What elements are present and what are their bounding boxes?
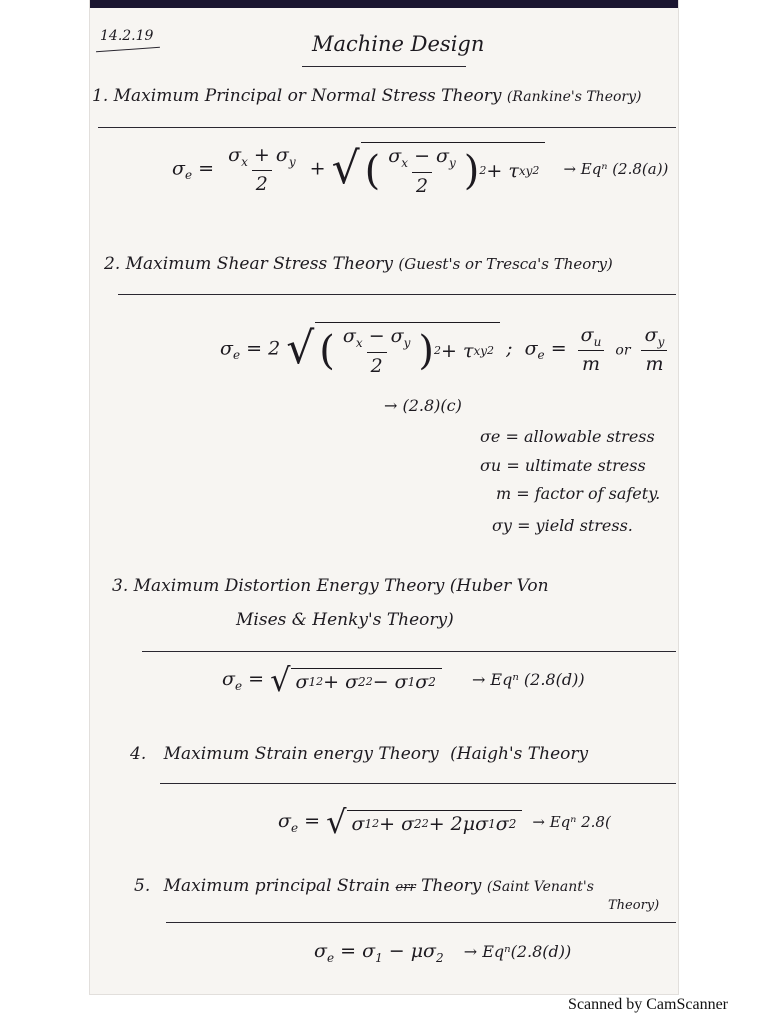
theory-3-equation: $\sigma_e$ = √ σ 1 2 + σ 2 2 − σ 1 σ 2 → Eqⁿ (2.8(d)) [222,661,585,699]
theory-4-heading [130,744,588,764]
theory-name: Maximum principal Strain [163,876,391,896]
theory-name: Maximum Shear Stress Theory [125,254,393,274]
legend-symbol: σu [480,456,502,475]
theory-number: 4. [130,744,147,764]
theory-3-eq-label: → Eqⁿ (2.8(d)) [471,670,585,689]
theory-4-rule [160,783,676,784]
legend-allowable [480,427,655,446]
or-text: or [615,342,631,359]
theory-4-eq-label: → Eqⁿ 2.8( [532,813,611,831]
theory-2-equation: $\sigma_e = 2$ √ ( $\frac{\sigma_x - \sigma_y}{2}$ ) 2 + τ xy 2 ; $\sigma_e$ = $\frac{\sigma_u}{m}$ or $\frac{\sigma_y}{m}$ [220,322,672,377]
struck-text: err [395,880,416,895]
legend-text: = factor of safety. [516,484,661,503]
scanner-watermark: Scanned by CamScanner [568,996,728,1013]
legend-ultimate [480,456,646,475]
theory-name: Maximum Strain energy Theory [163,744,439,764]
theory-3-heading-cont: Mises & Henky's Theory) [236,610,454,630]
legend-factor [496,484,660,503]
theory-2-heading [104,254,613,274]
theory-5-heading-cont: Theory) [608,898,660,913]
theory-alias: (Rankine's Theory) [506,89,642,105]
theory-2-eq-label: → (2.8)(c) [384,396,462,415]
legend-symbol: σy [492,516,512,535]
theory-5-rule [166,922,676,923]
legend-symbol: σe [480,427,501,446]
date: 14.2.19 [100,28,154,44]
theory-number: 1. [92,86,109,106]
theory-name: Maximum Principal or Normal Stress Theory [113,86,502,106]
theory-3-heading [112,576,549,596]
theory-number: 5. [134,876,151,896]
theory-3-rule [142,651,676,652]
theory-5-equation: $\sigma_e = \sigma_1 - \mu\sigma_2 \to Eq^n(2.8(d))$ [314,940,572,965]
legend-text: = yield stress. [517,516,633,535]
theory-name-end: Theory [421,876,482,896]
page-top-band [90,0,678,8]
theory-alias: (Haigh's Theory [450,744,589,764]
theory-1-equation: $\sigma_e$ = $\frac{\sigma_x + \sigma_y}{2}$ + √ ( $\frac{\sigma_x - \sigma_y}{2}$ ) 2 + τ xy 2 → Eqⁿ (2.8(a)) [172,143,669,197]
legend-symbol: m [496,484,512,503]
theory-5-eq-label: → Eqⁿ(2.8(d)) [463,942,572,961]
theory-alias: (Huber Von [449,576,549,596]
theory-name: Maximum Distortion Energy Theory [133,576,445,596]
title-underline [302,66,466,67]
legend-yield [492,516,633,535]
page-title: Machine Design [312,32,485,56]
legend-text: = allowable stress [505,427,655,446]
theory-alias: (Saint Venant's [486,879,594,895]
legend-text: = ultimate stress [506,456,646,475]
theory-1-rule [98,127,676,128]
theory-number: 3. [112,576,129,596]
theory-alias: (Guest's or Tresca's Theory) [398,255,613,273]
theory-2-rule [118,294,676,295]
theory-1-eq-label: → Eqⁿ (2.8(a)) [563,160,669,179]
theory-4-equation: $\sigma_e$ = √ σ 1 2 + σ 2 2 + 2μσ 1 σ 2 → Eqⁿ 2.8( [278,803,611,841]
theory-1-heading [92,86,641,106]
theory-5-heading [134,876,594,896]
theory-number: 2. [104,254,121,274]
